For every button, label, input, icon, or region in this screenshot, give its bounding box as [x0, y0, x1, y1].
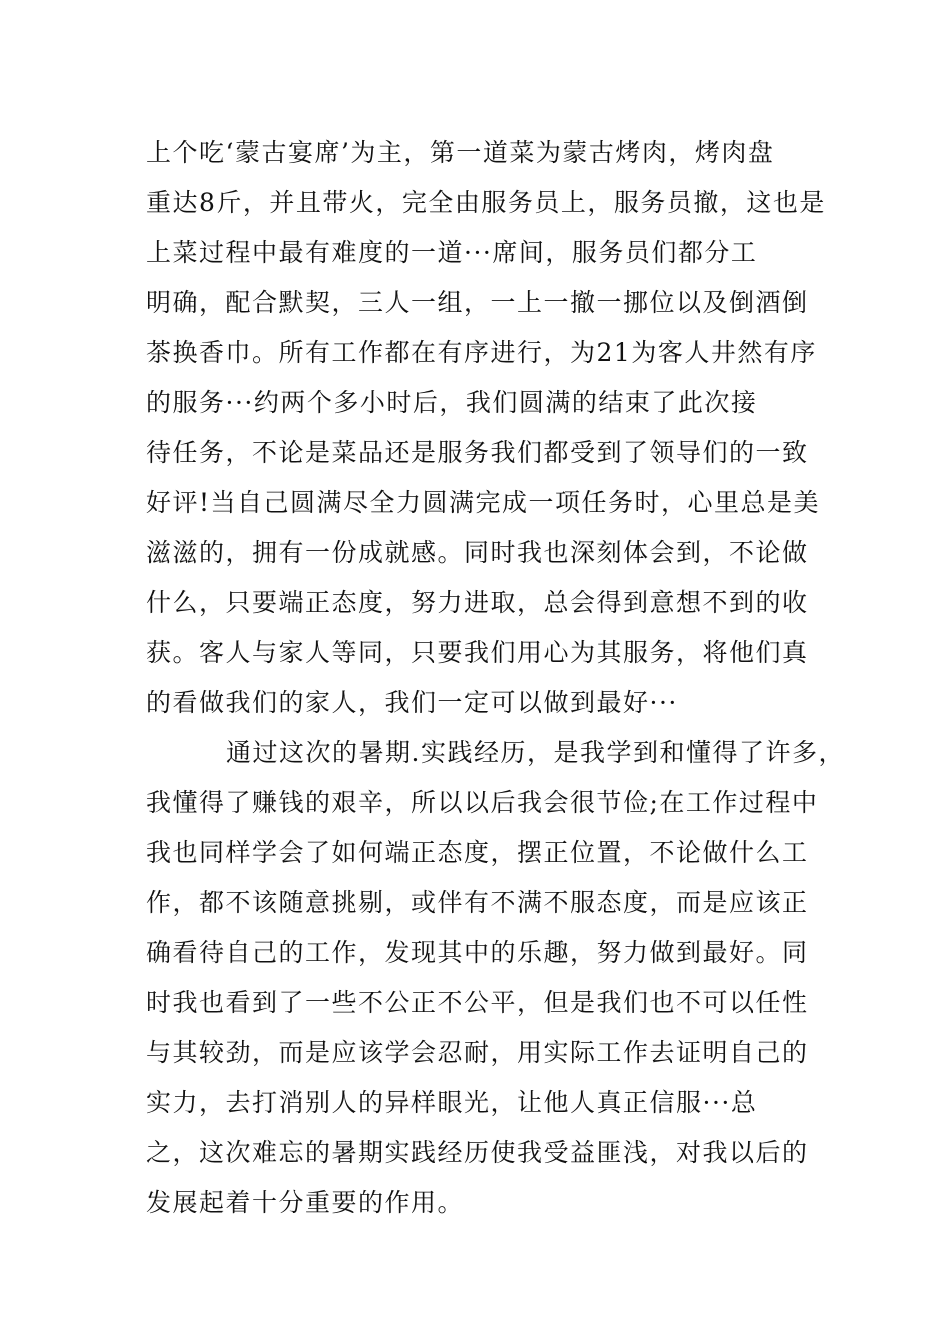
- text-line: 获。客人与家人等同，只要我们用心为其服务，将他们真: [146, 638, 809, 667]
- text-line: 之，这次难忘的暑期实践经历使我受益匪浅，对我以后的: [146, 1138, 809, 1167]
- text-line: 我懂得了赚钱的艰辛，所以以后我会很节俭;在工作过程中: [146, 788, 819, 817]
- text-line: 发展起着十分重要的作用。: [146, 1188, 465, 1217]
- text-line: 我也同样学会了如何端正态度，摆正位置，不论做什么工: [146, 838, 809, 867]
- text-line: 重达8斤，并且带火，完全由服务员上，服务员撤，这也是: [146, 188, 826, 217]
- text-line: 确看待自己的工作，发现其中的乐趣，努力做到最好。同: [146, 938, 809, 967]
- text-line: 的看做我们的家人，我们一定可以做到最好···: [146, 688, 678, 717]
- text-line: 茶换香巾。所有工作都在有序进行，为21为客人井然有序: [146, 338, 817, 367]
- text-line: 什么，只要端正态度，努力进取，总会得到意想不到的收: [146, 588, 809, 617]
- text-line: 作，都不该随意挑剔，或伴有不满不服态度，而是应该正: [146, 888, 809, 917]
- text-line: 滋滋的，拥有一份成就感。同时我也深刻体会到，不论做: [146, 538, 809, 567]
- text-line: 时我也看到了一些不公正不公平，但是我们也不可以任性: [146, 988, 809, 1017]
- text-line: 实力，去打消别人的异样眼光，让他人真正信服···总: [146, 1088, 758, 1117]
- paragraph-start-line: 通过这次的暑期.实践经历，是我学到和懂得了许多，: [226, 738, 845, 767]
- text-line: 与其较劲，而是应该学会忍耐，用实际工作去证明自己的: [146, 1038, 809, 1067]
- text-line: 明确，配合默契，三人一组，一上一撤一挪位以及倒酒倒: [146, 288, 809, 317]
- text-line: 上菜过程中最有难度的一道···席间，服务员们都分工: [146, 238, 758, 267]
- body-text: [146, 128, 845, 1228]
- text-line: 的服务···约两个多小时后，我们圆满的结束了此次接: [146, 388, 758, 417]
- text-line: 上个吃‘蒙古宴席’为主，第一道菜为蒙古烤肉，烤肉盘: [146, 138, 775, 167]
- text-line: 待任务，不论是菜品还是服务我们都受到了领导们的一致: [146, 438, 809, 467]
- text-line: 好评!当自己圆满尽全力圆满完成一项任务时，心里总是美: [146, 488, 821, 517]
